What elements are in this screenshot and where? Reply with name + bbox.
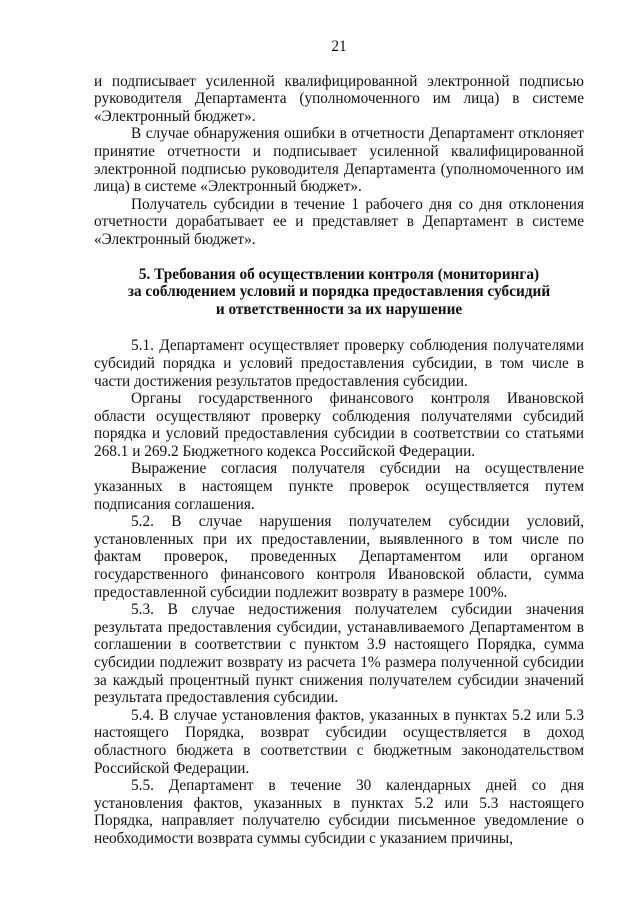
paragraph: и подписывает усиленной квалифицированной электронной подписью руководителя Департамента (уполномоченного им лица) в системе «Электронный бюджет». — [94, 72, 584, 125]
section-heading-line: за соблюдением условий и порядка предоставления субсидий — [127, 283, 551, 301]
paragraph: Органы государственного финансового контроля Ивановской области осуществляют проверку соблюдения получателями субсидий порядка и условий предоставления субсидии в соответствии со статьями 268.1 и 269.2 Бюджетного кодекса Российской Федерации. — [94, 390, 584, 460]
paragraph-5-4: 5.4. В случае установления фактов, указанных в пунктах 5.2 или 5.3 настоящего Порядка, возврат субсидии осуществляется в доход областного бюджета в соответствии с бюджетным законодательством Российской Федерации. — [94, 706, 584, 777]
paragraph-5-1: 5.1. Департамент осуществляет проверку соблюдения получателями субсидий порядка и условий предоставления субсидии, в том числе в части достижения результатов предоставления субсидии. — [94, 337, 584, 390]
section-heading — [94, 266, 584, 319]
paragraph: В случае обнаружения ошибки в отчетности Департамент отклоняет принятие отчетности и подписывает усиленной квалифицированной электронной подписью руководителя Департамента (уполномоченного им лица) в системе «Электронный бюджет». — [94, 125, 584, 196]
page-number: 21 — [331, 38, 347, 55]
paragraph-5-3: 5.3. В случае недостижения получателем субсидии значения результата предоставления субсидии, устанавливаемого Департаментом в соглашении в соответствии с пунктом 3.9 настоящего Порядка, сумма субсидии подлежит возврату из расчета 1% размера полученной субсидии за каждый процентный пункт снижения получателем субсидии значений результата предоставления субсидии. — [94, 601, 584, 707]
section-heading-line: 5. Требования об осуществлении контроля (мониторинга) — [138, 265, 540, 283]
section-heading-line: и ответственности за их нарушение — [215, 300, 463, 318]
paragraph-5-5: 5.5. Департамент в течение 30 календарных дней со дня установления фактов, указанных в пунктах 5.2 или 5.3 настоящего Порядка, направляет получателю субсидии письменное уведомление о необходимости возврата суммы субсидии с указанием причины, — [94, 777, 584, 847]
paragraph: Выражение согласия получателя субсидии на осуществление указанных в настоящем пункте проверок осуществляется путем подписания соглашения. — [94, 460, 584, 513]
paragraph: Получатель субсидии в течение 1 рабочего дня со дня отклонения отчетности дорабатывает ее и представляет в Департамент в системе «Электронный бюджет». — [94, 195, 584, 248]
paragraph-5-2: 5.2. В случае нарушения получателем субсидии условий, установленных при их предоставлении, выявленного в том числе по фактам проверок, проведенных Департаментом или органом государственного финансового контроля Ивановской области, сумма предоставленной субсидии подлежит возврату в размере 100%. — [94, 513, 584, 601]
